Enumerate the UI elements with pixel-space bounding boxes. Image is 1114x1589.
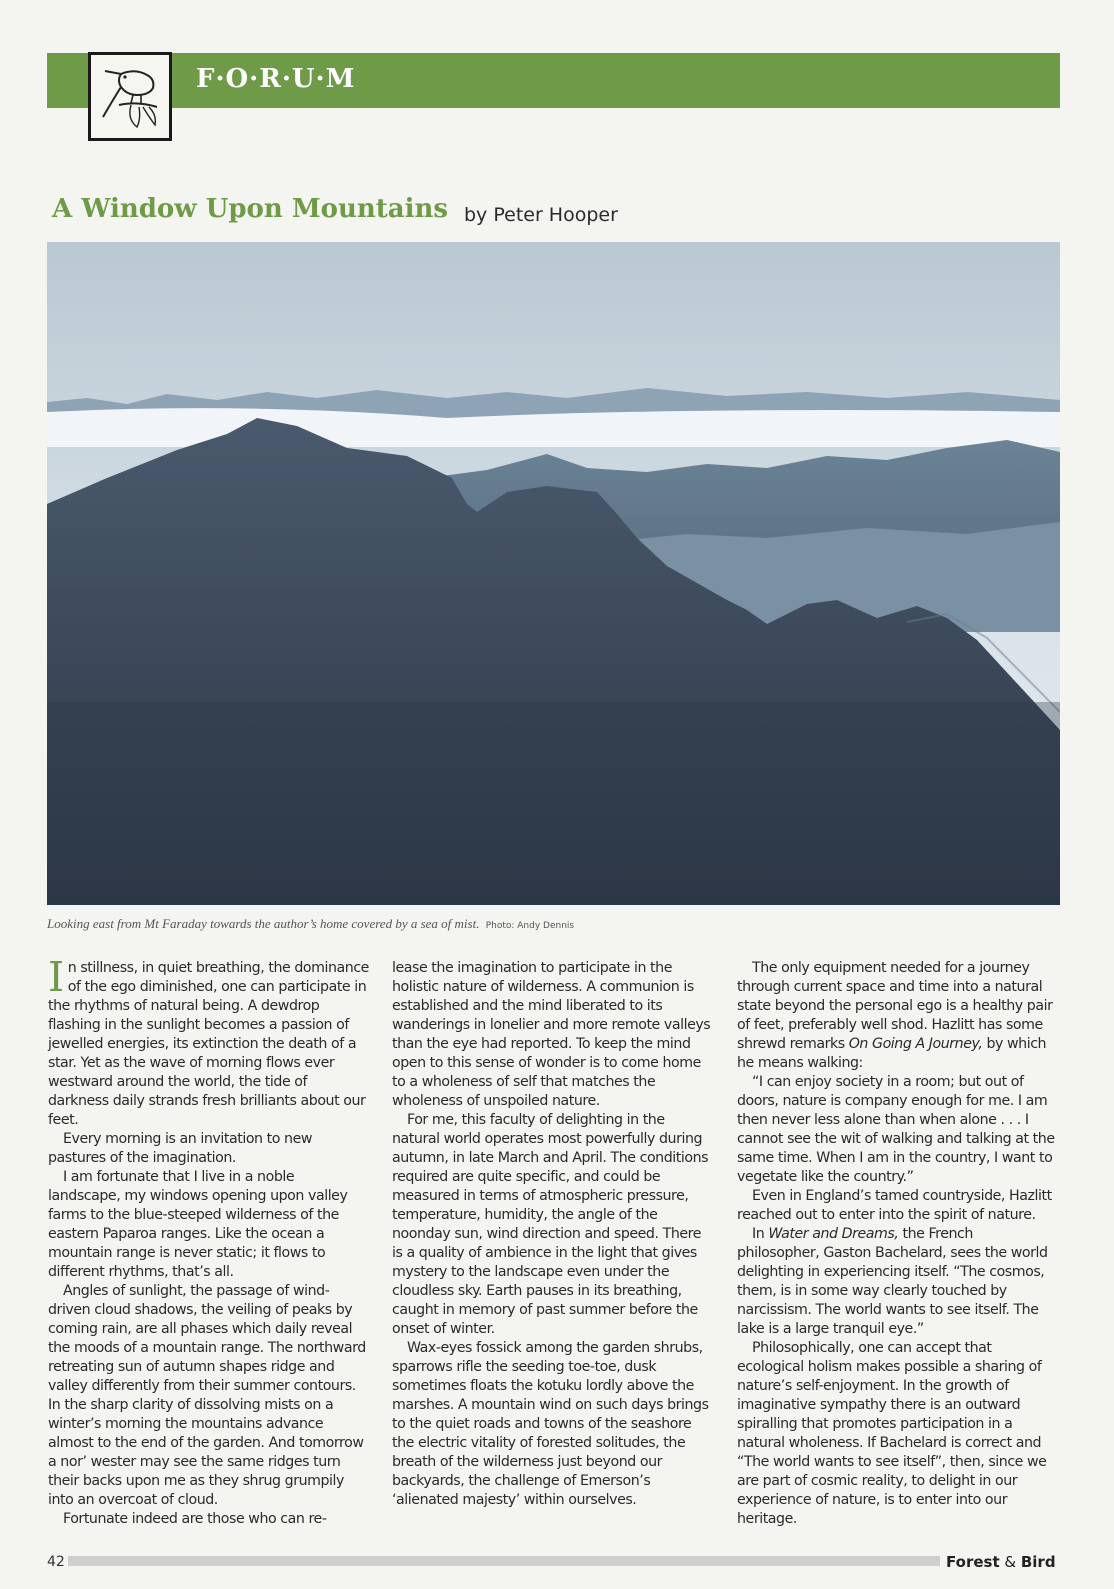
paragraph: For me, this faculty of delighting in the natural world operates most powerfully during autumn, in late March and April. The conditions required are quite specific, and could be measured in terms of atmospheric pressure, temperature, humidity, the angle of the noonday sun, wind direction and speed. There is a quality of ambience in the light that gives mystery to the landscape even under the cloudless sky. Earth pauses in its breathing, caught in memory of past summer before the onset of winter. (392, 1112, 709, 1337)
book-title: On Going A Journey, (848, 1036, 983, 1052)
paragraph: I am fortunate that I live in a noble landscape, my windows opening upon valley farms to the blue-steeped wilderness of the eastern Paparoa ranges. Like the ocean a mountain range is never static; it flows to different rhythms, that’s all. (48, 1169, 348, 1280)
paragraph: Every morning is an invitation to new pastures of the imagination. (48, 1131, 313, 1166)
paragraph: The only equipment needed for a journey through current space and time into a natural state beyond the personal ego is a healthy pair of feet, preferably well shod. Hazlitt has some shrewd remarks On Going A Journey, by which he means walking: (737, 960, 1053, 1071)
paragraph: In Water and Dreams, the French philosopher, Gaston Bachelard, sees the world delighting in experiencing itself. “The cosmos, them, is in some way clearly touched by narcissism. The world wants to see itself. The lake is a large tranquil eye.” (737, 1226, 1048, 1337)
footer-rule (68, 1556, 940, 1566)
article-byline: by Peter Hooper (464, 204, 618, 226)
page-number: 42 (47, 1554, 65, 1570)
quote-paragraph: “I can enjoy society in a room; but out of doors, nature is company enough for me. I am then never less alone than when alone . . . I cannot see the wit of walking and talking at the same time. When I am in the country, I want to vegetate like the country.” (737, 1074, 1055, 1185)
paragraph: lease the imagination to participate in the holistic nature of wilderness. A communion is established and the mind liberated to its wanderings in lonelier and more remote valleys than the eye had reported. To keep the mind open to this sense of wonder is to come home to a wholeness of self that matches the wholeness of unspoiled nature. (392, 960, 711, 1109)
paragraph: Even in England’s tamed countryside, Hazlitt reached out to enter into the spirit of nature. (737, 1188, 1052, 1223)
mountain-photo (47, 242, 1060, 905)
bird-icon (97, 61, 163, 132)
photo-credit: Photo: Andy Dennis (485, 921, 575, 931)
paragraph: Angles of sunlight, the passage of wind-driven cloud shadows, the veiling of peaks by coming rain, are all phases which daily reveal the moods of a mountain range. The northward retreating sun of autumn shapes ridge and valley differently from their summer contours. In the sharp clarity of dissolving mists on a winter’s morning the mountains advance almost to the end of the garden. And tomorrow a nor’ wester may see the same ridges turn their backs upon me as they shrug grumpily into an overcoat of cloud. (48, 1283, 366, 1508)
bird-logo (88, 52, 172, 141)
book-title: Water and Dreams, (768, 1226, 899, 1242)
drop-cap: I (48, 953, 64, 1001)
paragraph: Wax-eyes fossick among the garden shrubs, sparrows rifle the seeding toe-toe, dusk sometimes floats the kotuku lordly above the marshes. A mountain wind on such days brings to the quiet roads and towns of the seashore the electric vitality of forested solitudes, the breath of the wilderness just beyond our backyards, the challenge of Emerson’s ‘alienated majesty’ within ourselves. (392, 1340, 709, 1508)
paragraph: Fortunate indeed are those who can re- (63, 1511, 327, 1527)
magazine-name: Forest & Bird (946, 1553, 1056, 1571)
section-title: F·O·R·U·M (196, 64, 356, 94)
photo-caption (47, 916, 574, 932)
caption-text: Looking east from Mt Faraday towards the author’s home covered by a sea of mist. (47, 916, 480, 931)
paragraph: Philosophically, one can accept that ecological holism makes possible a sharing of nature’s self-enjoyment. In the growth of imaginative sympathy there is an outward spiralling that promotes participation in a natural wholeness. If Bachelard is correct and “The world wants to see itself”, then, since we are part of cosmic reality, to delight in our experience of nature, is to enter into our heritage. (737, 1340, 1047, 1527)
article-column-2 (392, 959, 714, 1510)
article-column-1 (48, 953, 370, 1529)
article-column-3 (737, 959, 1059, 1529)
article-title: A Window Upon Mountains (52, 194, 449, 224)
paragraph: In stillness, in quiet breathing, the dominance of the ego diminished, one can participate in the rhythms of natural being. A dewdrop flashing in the sunlight becomes a passion of jewelled energies, its extinction the death of a star. Yet as the wave of morning flows ever westward around the world, the tide of darkness daily strands fresh brilliants about our feet. (48, 953, 369, 1128)
